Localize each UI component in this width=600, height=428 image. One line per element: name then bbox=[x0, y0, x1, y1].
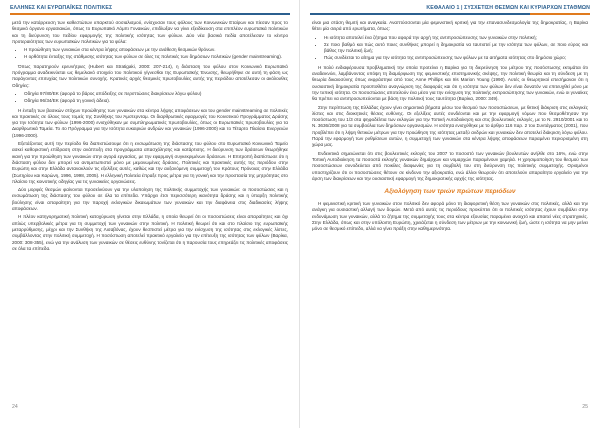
page-number: 24 bbox=[12, 404, 18, 410]
running-head: ΚΕΦΑΛΑΙΟ 1 | ΣΥΣΧΕΤΙΣΗ ΘΕΣΜΩΝ ΚΑΙ ΚΥΡΙΑΡΧΩΝ ΣΤΑΘΜΩΝ bbox=[426, 5, 590, 11]
running-head: ΕΛΛΗΝΕΣ ΚΑΙ ΕΥΡΩΠΑΪΚΕΣ ΠΟΛΙΤΙΚΕΣ bbox=[10, 5, 113, 11]
directive-item: • Οδηγία 96/34/ΕΚ (αφορά τη γονική άδεια). bbox=[24, 98, 288, 104]
paragraph: Η πλέον κατηγορηματική πολιτική κατοχύρωση γίνεται στην Ελλάδα, η οποία θεωρεί ότι οι ποσοστώσεις είναι απαραίτητες και όχι απλώς υπερβολικές μέτρα για τη συμμετοχή των γυναικών στην πολιτική. Η πολιτική θεωρεί ότι και στο πλαίσιο της ευρωπαϊκής μεταρρύθμισης, μέχρι και την Συνθήκη της Λισαβόνας, έχουν θεσπιστεί μέτρα για την ενίσχυση της ισότητας στις εκλογικές λίστες, συμβάλλοντας στην πολιτική συμμετοχή. Η ποσόστωση αποτελεί πρακτικό εργαλείο για την επίτευξη της ισότητας των φύλων (Βαρίκα, 2000: 308-355), ενώ για την ανάλυση των γυναικών σε θέσεις ευθύνης τονίζεται ότι η παρουσία τους επηρεάζει τις πολιτικές αποφάσεις σε όλα τα επίπεδα. bbox=[12, 214, 288, 251]
paragraph: Η ένταξη των βασικών στόχων προώθησης των γυναικών στα κέντρα λήψης αποφάσεων και του gender mainstreaming σε πολιτικές και πρακτικές σε όλους τους τομείς της Συνθήκης του Άμστερνταμ. Οι διαρθρωτικές εφαρμογές του Κοινοτικού Προγράμματος Δράσης για την Ισότητα των φύλων (1996-2000) ενισχύθηκαν με συμπληρωματικές πρωτοβουλίες, όπως οι Ευρωπαϊκές πρωτοβουλίες για τα Διαρθρωτικά Ταμεία. Το 4ο Πρόγραμμα για την Ισότητα ευκαιριών ανδρών και γυναικών (1996-2000) και το Τέταρτο Πλαίσιο Ενεργειών (1996-2000). bbox=[12, 107, 288, 138]
paragraph: Στην περίπτωση της Ελλάδας έχουν γίνει σημαντικά βήματα μέσω του θεσμού των ποσοστώσεων, με θετική διάκριση στις εκλογικές λίστες και στις διοικητικές θέσεις ευθύνης. Οι εξελίξεις αυτές συνδέονται και με την εφαρμογή νόμων που θεσμοθέτησαν την ποσόστωση του 1/3 στα ψηφοδέλτια των εκλογών για την Τοπική Αυτοδιοίκηση και στις βουλευτικές εκλογές, με το Ν. 2910/2001 και το Ν. 3636/2008 για τα συμβούλια των δημόσιων οργανισμών. Η ισότητα ενισχύθηκε με το άρθρο 116 παρ. 2 του Συντάγματος (2001), που προβλέπει ότι η λήψη θετικών μέτρων για την προώθηση της ισότητας μεταξύ ανδρών και γυναικών δεν αποτελεί διάκριση λόγω φύλου. Παρά την εφαρμογή των ρυθμίσεων αυτών, η συμμετοχή των γυναικών στα κέντρα λήψης αποφάσεων παραμένει περιορισμένη στη χώρα μας. bbox=[312, 104, 588, 148]
bullet-item: • Η ορθότητα ένταξης της στάθμισης ισότητας των φύλων σε όλες τις πολιτικές των δημόσιων πολιτικών (gender mainstreaming). bbox=[24, 54, 288, 60]
header-rule bbox=[310, 13, 590, 15]
paragraph: Δύο μορφές θεσμών φαίνονται προσελκύουν για την υλοποίηση της πολιτικής συμμετοχής των γυναικών: οι ποσοστώσεις και η ενσωμάτωση της διάστασης του φύλου σε όλα τα επίπεδα. Υπάρχει έτσι περισσότερη ικανότητα δράσης και η ύπαρξη πολιτικής βούλησης είναι απαραίτητη για την παροχή εκλογικών δικαιωμάτων των γυναικών και την διαφάνεια στις διαδικασίες λήψης αποφάσεων. bbox=[12, 187, 288, 212]
question-list bbox=[312, 35, 588, 62]
bullet-list bbox=[12, 47, 288, 61]
bullet-item: • Η προώθηση των γυναικών στα κέντρα λήψης αποφάσεων με την ανάθεση θεσμικών θρόνων. bbox=[24, 47, 288, 53]
right-page bbox=[300, 0, 600, 428]
paragraph: Όπως παρατηρούν ερευνήτριες (Hubert και Stratigaki, 2000: 207-214), η διάσταση του φύλου στον Κοινωνικό Ευρωπαϊκό πρόγραμμα αναδεικνύεται ως θεμελιακό στοιχείο του πολιτικού γίγνεσθαι της Ευρωπαϊκής Ένωσης, θεωρήθηκε σε αυτή τη φάση ως παράγοντας επιτυχίας των πολιτικών συνοχής. Κρατικές αρχές θεσμικές πρωτοβουλίες αυτής της περιόδου αποτέλεσαν οι ακόλουθες Οδηγίες: bbox=[12, 63, 288, 88]
text-column bbox=[312, 20, 588, 400]
question-item: • Σε ποιο βαθμό και πώς αυτό ποιες συνθήκες μπορεί η δημοκρατία να ταυτιστεί με την ισότητα των φύλων, σε ποιο εύρος και βάθος την πολιτική ζωή; bbox=[324, 42, 588, 55]
section-subheading: Αξιολόγηση των τριών πρώτων περιόδων bbox=[384, 188, 516, 196]
paragraph: Εξετάζοντας αυτή την περίοδο θα διαπιστώσουμε ότι η ενσωμάτωση της διάστασης του φύλου στο Ευρωπαϊκό Κοινωνικό Ταμείο ασκεί καθοριστική επίδραση στην ανάπτυξη στα προγράμματα απασχόλησης και κατάρτισης. Η διεύρυνση των δράσεων θεωρήθηκε ικανή για την προώθηση των γυναικών στην αγορά εργασίας, με την εφαρμογή συγκεκριμένων δράσεων. Η Επιτροπή διαπίστωσε ότι η διάσταση φύλου δεν μπορεί να αντιμετωπιστεί μόνο με μεμονωμένες δράσεις. Πολιτικές και πρακτικές αυτής της περιόδου στην Ευρώπη και στην Ελλάδα αντανακλούν τις εξελίξεις αυτές, καθώς και την αυξανόμενη συμμετοχή του Κράτους Πρόνοιας στην Ελλάδα (Σωτηρίου και Καρώνη, 1996, 1998, 2005). Η ελληνική Πολιτεία έπραξε προς μέτρα για τη γονική και την προστασία της μητρότητας στο πλαίσιο της κοινοτικής οδηγίας για τις γυναικείες οργανώσεις. bbox=[12, 141, 288, 184]
paragraph: Η πολύ ενδιαφέρουσα προβληματική την οποία προτείνει η Βαρίκα για τη διερεύνηση του μέτρου της ποσόστωσης εκτιμάται ότι αναδεικνύει, λαμβάνοντας υπόψη τη διαμόρφωση της φεμινιστικής επιστημονικής σκέψης, την πολιτική θεωρία και τη σύνδεση με τη θεωρία δικαιοσύνης όπως εκφράστηκε από τους Anne Phillips και Iris Marion Young (1990). Αυτές οι θεωρητικοί επεσήμαναν ότι η ουσιαστική δημοκρατία προϋποθέτει αναγνώριση της διαφοράς και ότι η ισότητα των φύλων δεν είναι δυνατόν να επιτευχθεί μόνο με την τυπική ισότητα. Οι ποσοστώσεις αποτελούν ένα μέσο για την ενίσχυση της πολιτικής εκπροσώπησης των γυναικών, ενώ οι γυναίκες θα πρέπει να αντιπροσωπεύονται με βάση την πολιτική τους ταυτότητα (Βαρίκα, 2000: 349). bbox=[312, 64, 588, 102]
paragraph: μετά την κατάρρευση των καθεστώτων υπαρκτού σοσιαλισμού, ενίσχυσαν τους φόλους των Κοινωνικών Εταίρων και πίεσαν προς το θεσμικό όργανο εργασιακών, όπως το Ευρωπαϊκό Λόμπι Γυναικών, επιδίωξαν να γίνει εξειδίκευση στα επιπλέον ευρωπαϊκά πολιτικών και τη διεύρυνση του πεδίου εφαρμογής της πολιτικής ισότητας των φύλων. Δύο νέα βασικά πεδία αποτέλεσαν το κέντρο προτεραιότητας των ευρωπαϊκών πολιτικών για τα φύλα: bbox=[12, 20, 288, 44]
page-number: 25 bbox=[582, 404, 588, 410]
text-column bbox=[12, 20, 288, 400]
directive-item: • Οδηγία 97/80/ΕΚ (αφορά το βάρος απόδειξης σε περιπτώσεις διακρίσεων λόγω φύλου) bbox=[24, 91, 288, 97]
paragraph: είναι μια στάση θεμιτή και αναγκαία. Αναπτύσσονται μία φεμινιστική κριτική για την επανασυνδεσμολογία της δημοκρατίας, η Βαρίκα θέτει μία σειρά από ερωτήματα, όπως: bbox=[312, 20, 588, 32]
header-rule bbox=[10, 13, 290, 15]
question-item: • Πώς συνδέεται το αίτημα για την ισότητα της αντιπροσώπευσης των φύλων με τα αιτήματα ισότητας στο δημόσιο χώρο; bbox=[324, 55, 588, 61]
question-item: • Ηι ισότητα αποτελεί ένα ζήτημα που αφορά την αρχή της αντιπροσώπευσης των γυναικών στην πολιτική; bbox=[324, 35, 588, 41]
directive-list bbox=[12, 91, 288, 105]
paragraph: Η φεμινιστική κριτική των γυναικών στον πολιτικό δεν αφορά μόνο τη διαφορετική θέση των γυναικών στις πολιτικές, αλλά και την ανάγκη για ουσιαστική αλλαγή των δομών. Μετά από αυτές τις περιόδους προκύπτει ότι οι πολιτικές ισότητας έχουν συμβάλει στην ενδυνάμωση των γυναικών, αλλά το ζήτημα της συμμετοχής τους στα κέντρα εξουσίας παραμένει ανοιχτό και απαιτεί νέες στρατηγικές. Στην Ελλάδα, όπως και στην υπόλοιπη Ευρώπη, χρειάζεται η σύνδεση των μέτρων με την κοινωνική ζωή, ώστε η ισότητα να μην μείνει μόνο σε θεσμικό επίπεδο, αλλά να γίνει πράξη στην καθημερινότητα. bbox=[312, 201, 588, 232]
paragraph: Ενδεικτικά σημειώνεται ότι στις βουλευτικές εκλογές του 2007 το ποσοστό των γυναικών βουλευτών ανήλθε στο 16%, ενώ στην Τοπική Αυτοδιοίκηση τα ποσοστά εκλογής γυναικών δημάρχων και νομαρχών παραμένουν χαμηλά. Η χρησιμοποίηση του θεσμού των ποσοστώσεων συνοδεύεται από ποικίλες διαφωνίες για τη συμβολή του στη διεύρυνση της πολιτικής συμμετοχής. Ορισμένοι υποστηρίζουν ότι οι ποσοστώσεις θέτουν σε κίνδυνο την αξιοκρατία, ενώ άλλοι θεωρούν ότι αποτελούν απαραίτητο εργαλείο για την άρση των διακρίσεων και την ουσιαστική εφαρμογή της δημοκρατικής αρχής της ισότητας. bbox=[312, 150, 588, 181]
